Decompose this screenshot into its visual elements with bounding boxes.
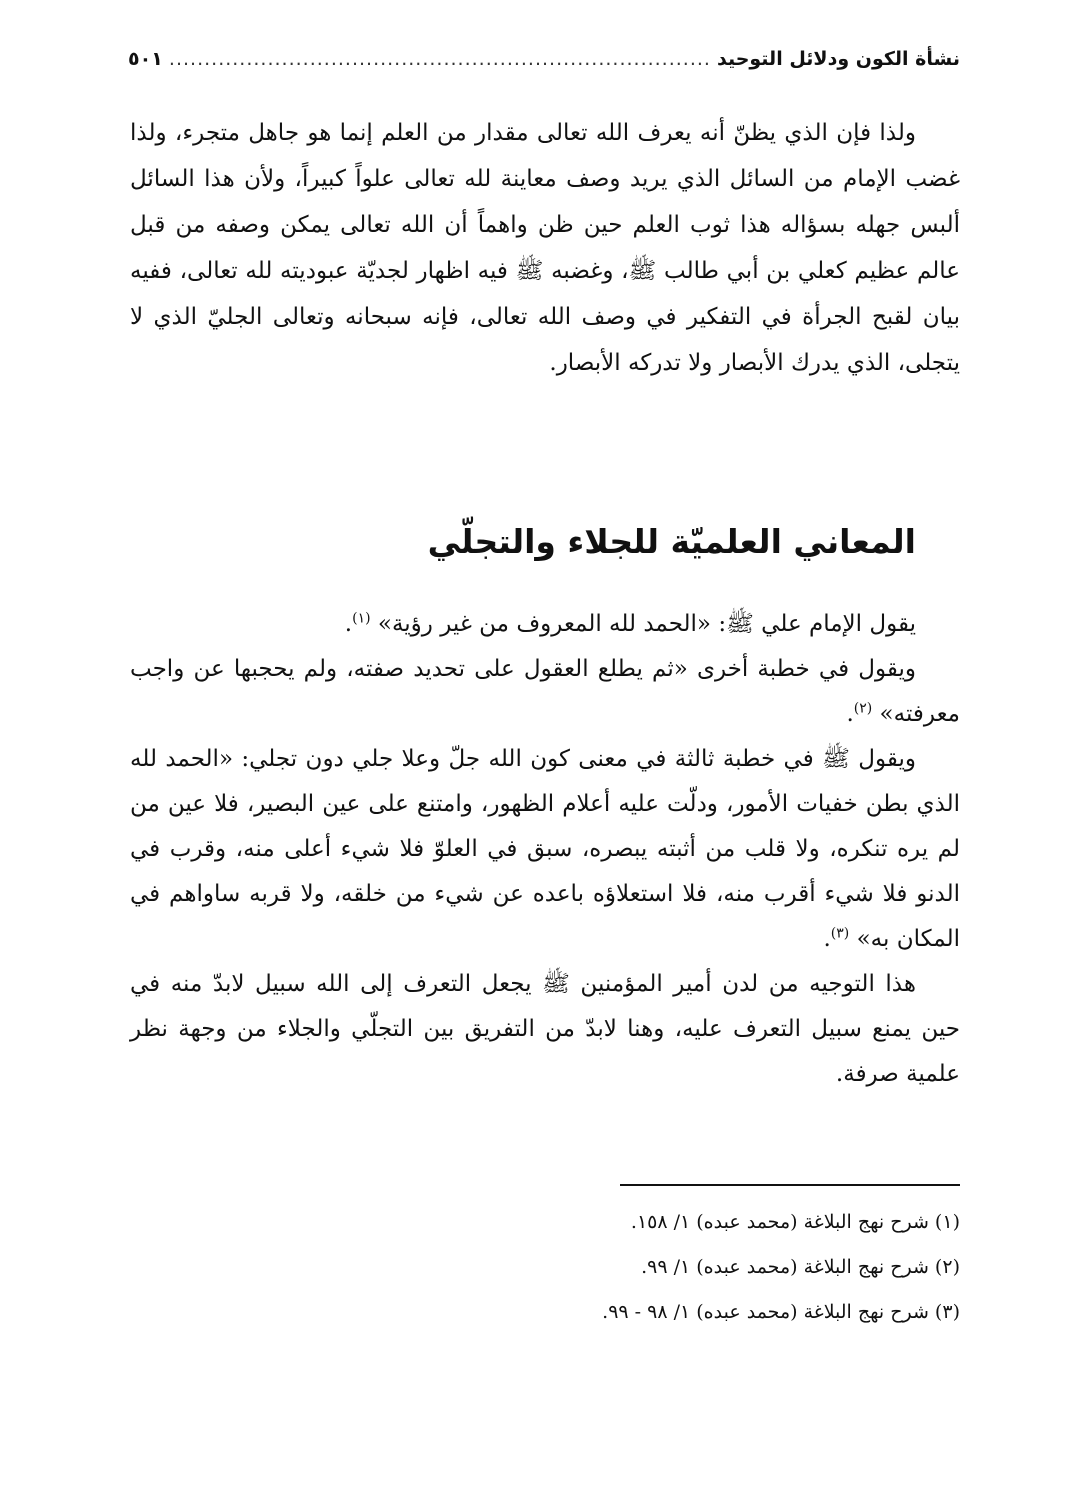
paragraph-1: ولذا فإن الذي يظنّ أنه يعرف الله تعالى مقدار من العلم إنما هو جاهل متجرء، ولذا غضب الإمام من السائل الذي يريد وصف معاينة لله تعالى علواً كبيراً، ولأن هذا السائل ألبس جهله بسؤاله هذا ثوب العلم حين ظن واهماً أن الله تعالى يمكن وصفه من قبل عالم عظيم كعلي بن أبي طالب ﷺ، وغضبه ﷺ فيه اظهار لجديّة عبوديته لله تعالى، ففيه بيان لقبح الجرأة في التفكير في وصف الله تعالى، فإنه سبحانه وتعالى الجليّ الذي لا يتجلى، الذي يدرك الأبصار ولا تدركه الأبصار. [130,120,960,376]
paragraph-2-text: يقول الإمام علي ﷺ: «الحمد لله المعروف من غير رؤية» [377,611,916,637]
leader-dots [169,48,711,70]
footnote-2: (٢) شرح نهج البلاغة (محمد عبده) ١/ ٩٩. [641,1256,960,1278]
footnote-1: (١) شرح نهج البلاغة (محمد عبده) ١/ ١٥٨. [630,1211,960,1233]
paragraph-4-text: ويقول ﷺ في خطبة ثالثة في معنى كون الله جلّ وعلا جلي دون تجلي: «الحمد لله الذي بطن خفيات الأمور، ودلّت عليه أعلام الظهور، وامتنع على عين البصير، فلا عين من لم يره تنكره، ولا قلب من أثبته يبصره، سبق في العلوّ فلا شيء أعلى منه، وقرب في الدنو فلا شيء أقرب منه، فلا استعلاؤه باعده عن شيء من خلقه، ولا قربه ساواهم في المكان به» [130,746,960,952]
paragraph-4-end: . [823,926,831,952]
paragraph-2-end: . [344,611,353,637]
footnotes [130,1200,960,1335]
footnote-3: (٣) شرح نهج البلاغة (محمد عبده) ١/ ٩٨ - ٩٩. [602,1301,960,1323]
section-body [130,602,960,1097]
paragraph-5: هذا التوجيه من لدن أمير المؤمنين ﷺ يجعل التعرف إلى الله سبيل لابدّ منه في حين يمنع سبيل التعرف عليه، وهنا لابدّ من التفريق بين التجلّي والجلاء من وجهة نظر علمية صرفة. [130,971,960,1087]
book-title: نشأة الكون ودلائل التوحيد [716,48,960,70]
footnote-divider [620,1184,960,1186]
footnote-ref-2: (٢) [853,700,873,717]
running-header [128,44,960,74]
paragraph-3-end: . [846,701,854,727]
paragraph-4 [130,737,960,962]
footnote-ref-3: (٣) [830,925,850,942]
paragraph-3-text: ويقول في خطبة أخرى «ثم يطلع العقول على تحديد صفته، ولم يحجبها عن واجب معرفته» [130,656,960,727]
paragraph-3 [130,647,960,737]
intro-paragraph-block [130,110,960,386]
section-heading: المعاني العلميّة للجلاء والتجلّي [427,522,916,561]
paragraph-2 [130,602,960,647]
page-number: ٥٠١ [128,48,163,70]
footnote-ref-1: (١) [352,610,371,627]
